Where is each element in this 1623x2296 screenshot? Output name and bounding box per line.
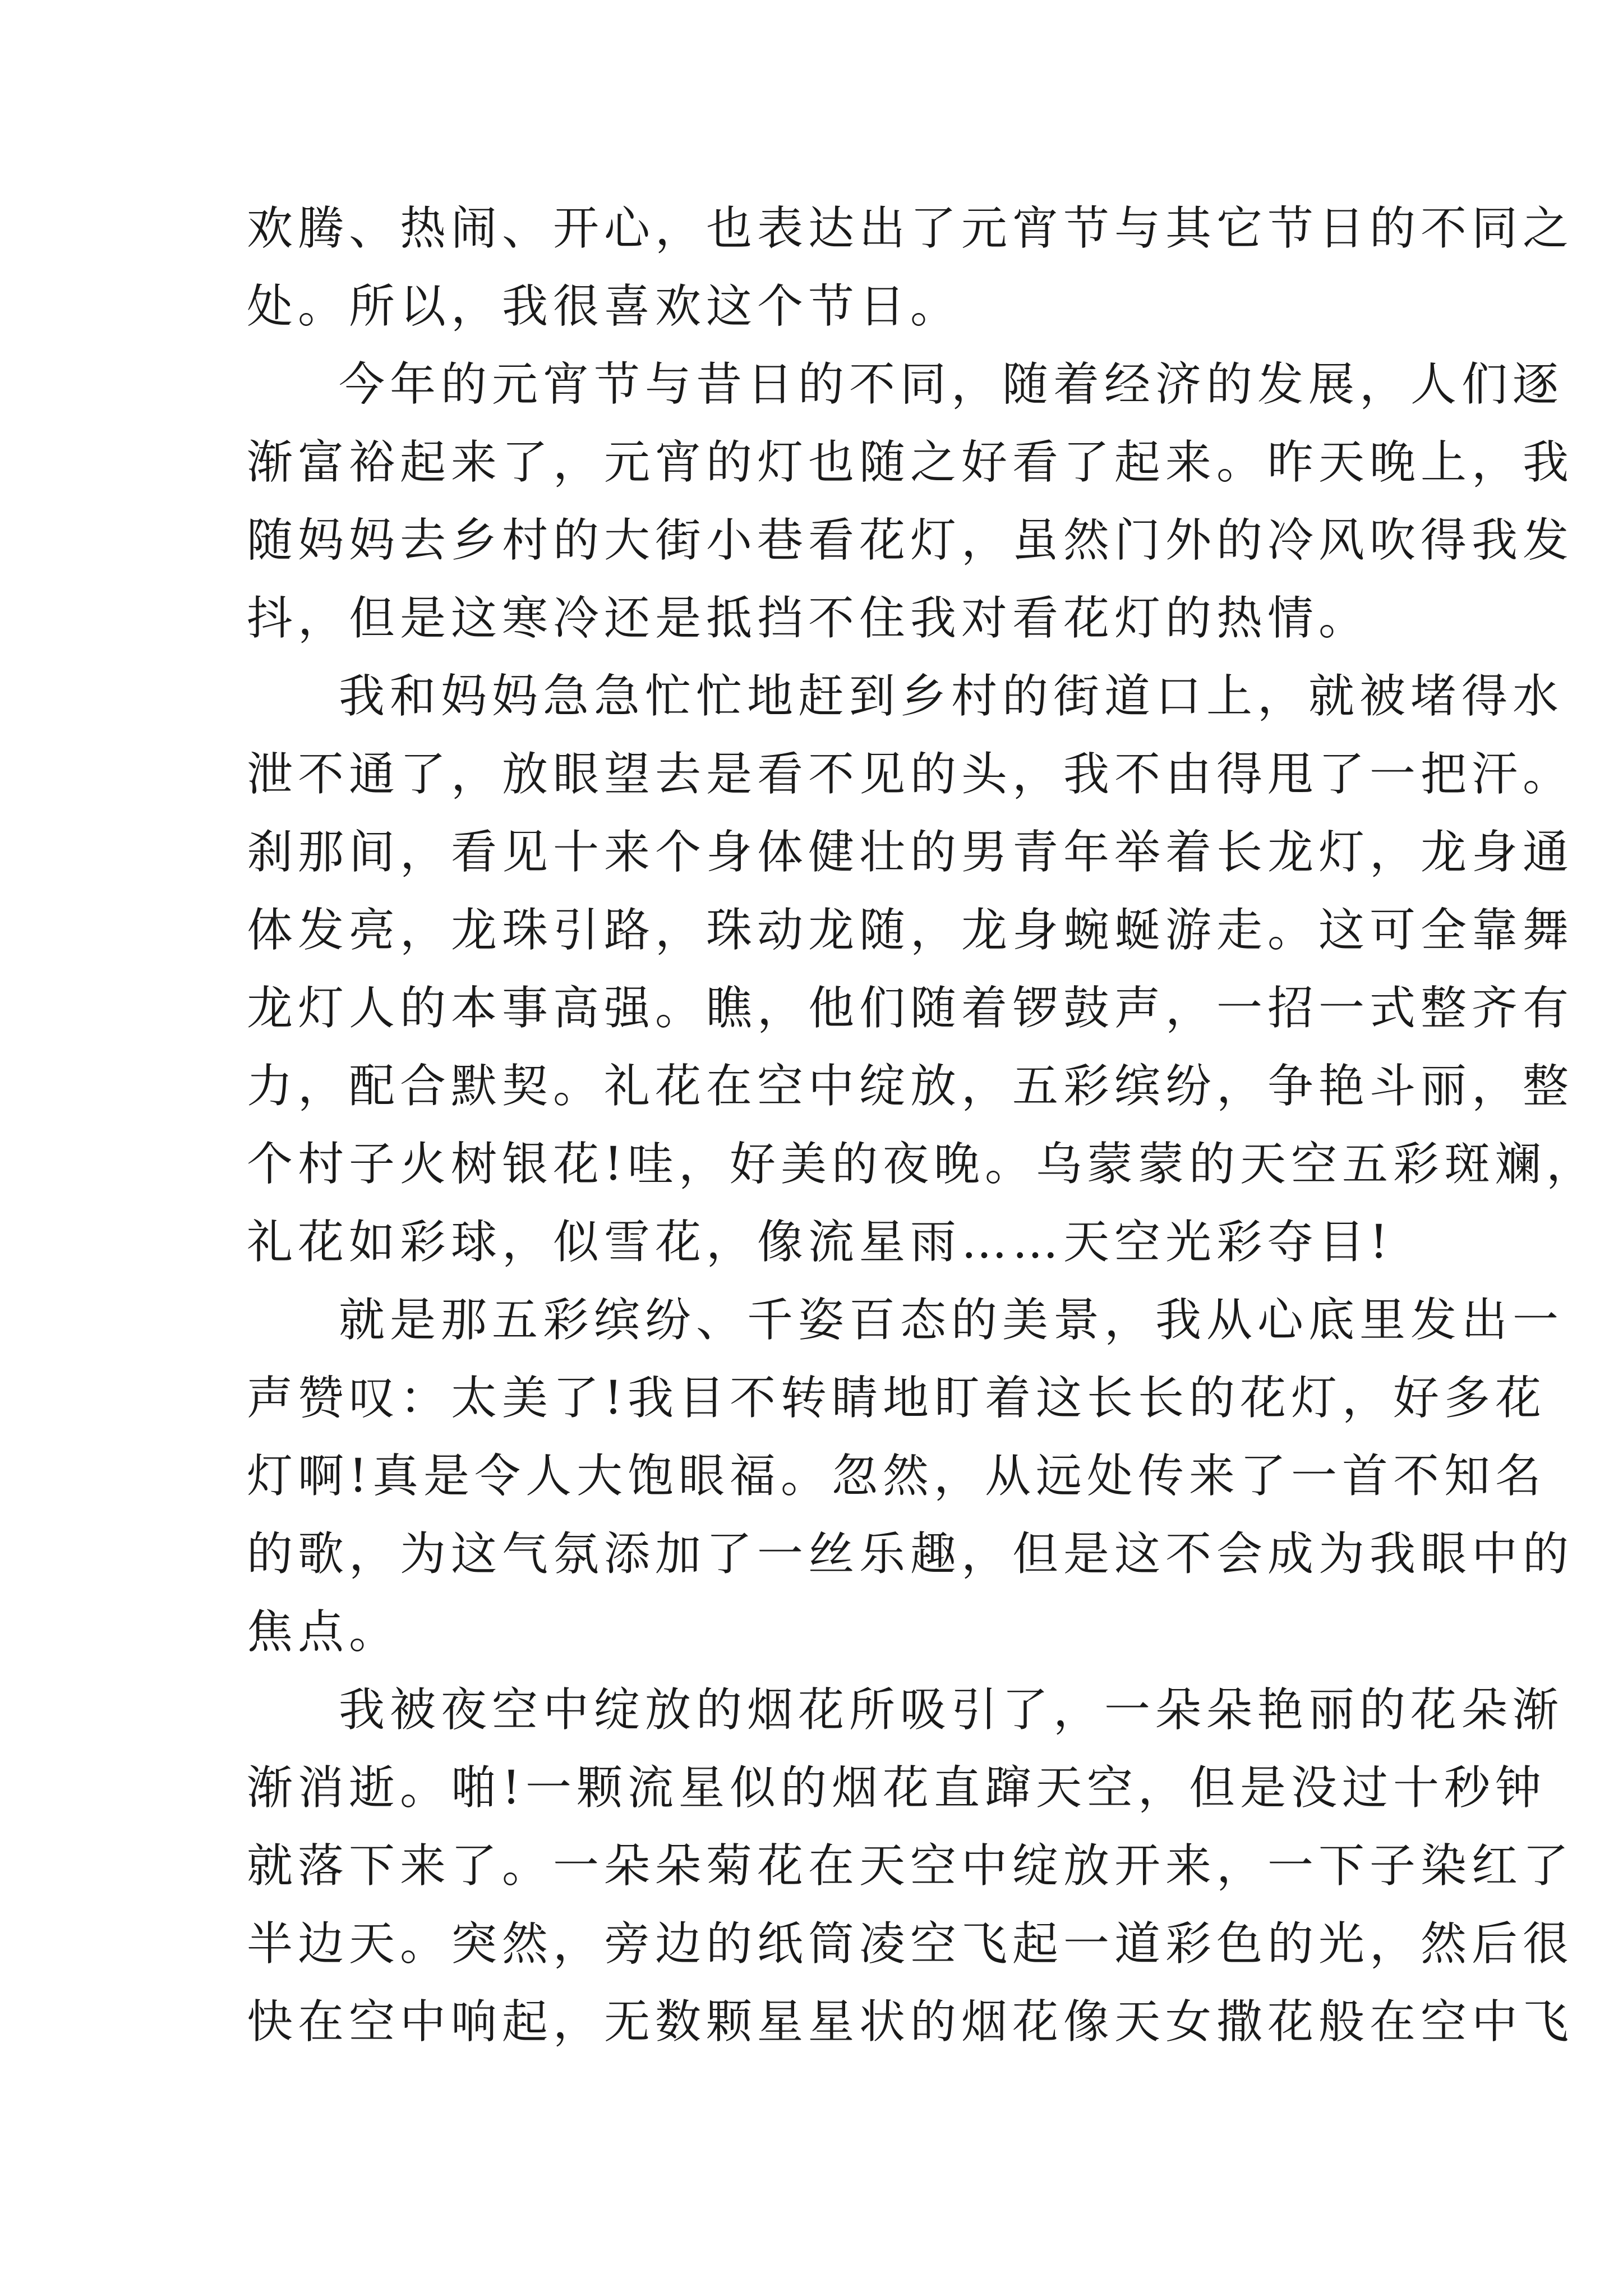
text-line: 就是那五彩缤纷、千姿百态的美景，我从心底里发出一	[339, 1294, 1564, 1347]
text-line: 抖，但是这寒冷还是抵挡不住我对看花灯的热情。	[247, 592, 1370, 645]
text-line: 体发亮，龙珠引路，珠动龙随，龙身蜿蜒游走。这可全靠舞	[247, 904, 1574, 957]
text-line: 泄不通了，放眼望去是看不见的头，我不由得甩了一把汗。	[247, 748, 1574, 801]
text-line: 处。所以，我很喜欢这个节日。	[247, 280, 962, 333]
text-line: 声赞叹：太美了!我目不转睛地盯着这长长的花灯，好多花	[247, 1372, 1546, 1425]
text-line: 刹那间，看见十来个身体健壮的男青年举着长龙灯，龙身通	[247, 826, 1574, 879]
paragraph	[247, 190, 1574, 346]
text-line: 渐消逝。啪!一颗流星似的烟花直蹿天空，但是没过十秒钟	[247, 1761, 1546, 1815]
essay-body	[247, 190, 1597, 2061]
text-line: 我和妈妈急急忙忙地赶到乡村的街道口上，就被堵得水	[339, 670, 1564, 723]
paragraph	[247, 1671, 1574, 2061]
text-line: 个村子火树银花!哇，好美的夜晚。乌蒙蒙的天空五彩斑斓，	[247, 1138, 1597, 1191]
text-line: 半边天。突然，旁边的纸筒凌空飞起一道彩色的光，然后很	[247, 1917, 1574, 1971]
text-line: 礼花如彩球，似雪花，像流星雨……天空光彩夺目!	[247, 1216, 1393, 1269]
text-line: 焦点。	[247, 1605, 400, 1659]
text-line: 今年的元宵节与昔日的不同，随着经济的发展，人们逐	[339, 358, 1564, 411]
paragraph	[247, 1281, 1574, 1671]
paragraph	[247, 346, 1574, 657]
text-line: 就落下来了。一朵朵菊花在天空中绽放开来，一下子染红了	[247, 1839, 1574, 1893]
text-line: 灯啊!真是令人大饱眼福。忽然，从远处传来了一首不知名	[247, 1450, 1546, 1503]
text-line: 力，配合默契。礼花在空中绽放，五彩缤纷，争艳斗丽，整	[247, 1060, 1574, 1113]
text-line: 我被夜空中绽放的烟花所吸引了，一朵朵艳丽的花朵渐	[339, 1683, 1564, 1737]
text-line: 快在空中响起，无数颗星星状的烟花像天女撒花般在空中飞	[247, 1995, 1574, 2049]
text-line: 龙灯人的本事高强。瞧，他们随着锣鼓声，一招一式整齐有	[247, 982, 1574, 1035]
paragraph	[247, 657, 1597, 1281]
text-line: 欢腾、热闹、开心，也表达出了元宵节与其它节日的不同之	[247, 202, 1574, 255]
text-line: 渐富裕起来了，元宵的灯也随之好看了起来。昨天晚上，我	[247, 436, 1574, 489]
text-line: 随妈妈去乡村的大街小巷看花灯，虽然门外的冷风吹得我发	[247, 514, 1574, 567]
text-line: 的歌，为这气氛添加了一丝乐趣，但是这不会成为我眼中的	[247, 1527, 1574, 1581]
